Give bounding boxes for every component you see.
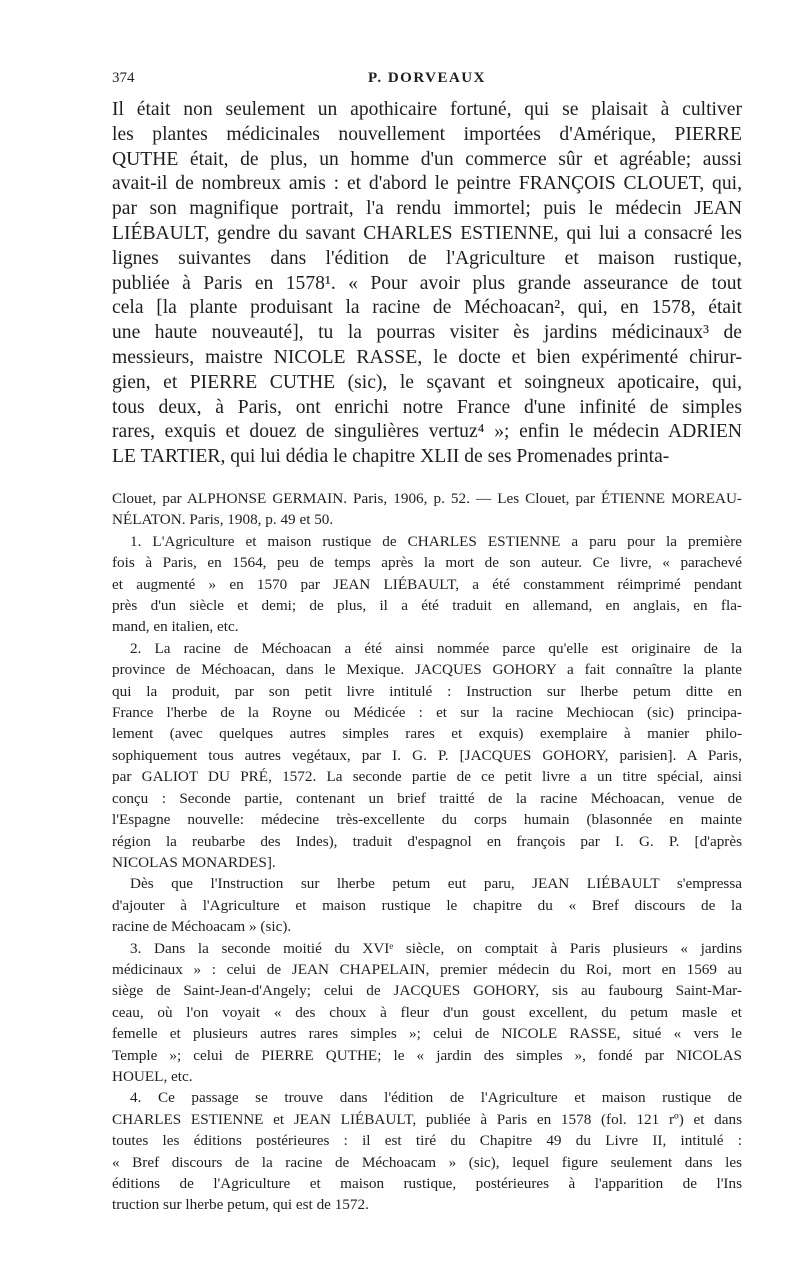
footnote-line: éditions de l'Agriculture et maison rustique, postérieures à l'apparition de l'Ins: [112, 1175, 742, 1192]
text-line: lignes suivantes dans l'édition de l'Agriculture et maison rustique,: [112, 247, 742, 269]
footnote-line: médicinaux » : celui de JEAN CHAPELAIN, premier médecin du Roi, mort en 1569 au: [112, 960, 742, 978]
footnote-line: mand, en italien, etc.: [112, 618, 239, 636]
footnote-line: lement (avec quelques autres simples rares et exquis) exemplaire à manier philo-: [112, 725, 742, 743]
footnote-line: et augmenté » en 1570 par JEAN LIÉBAULT, a été constamment réimprimé pendant: [112, 575, 742, 593]
footnote-line: près d'un siècle et demi; de plus, il a été traduit en allemand, en anglais, en fla-: [112, 597, 742, 615]
footnote-line: siège de Saint-Jean-d'Angely; celui de JACQUES GOHORY, sis au faubourg Saint-Mar-: [112, 982, 742, 1000]
footnote-line: fois à Paris, en 1564, peu de temps après la mort de son auteur. Ce livre, « parachevé: [112, 554, 742, 572]
footnote-1: 1. L'Agriculture et maison rustique de CHARLES ESTIENNE a paru pour la première: [130, 532, 742, 550]
footnote-line: racine de Méchoacam » (sic).: [112, 918, 292, 936]
text-line: Il était non seulement un apothicaire fortuné, qui se plaisait à cultiver: [112, 99, 742, 120]
footnote-line: « Bref discours de la racine de Méchoacam » (sic), lequel figure seulement dans les: [112, 1153, 742, 1171]
text-line: QUTHE était, de plus, un homme d'un commerce sûr et agréable; aussi: [112, 148, 742, 170]
footnote-line: province de Méchoacan, dans le Mexique. JACQUES GOHORY a fait connaître la plante: [112, 661, 742, 679]
footnote-line: conçu : Seconde partie, contenant un brief traitté de la racine Méchoacan, venue de: [112, 789, 742, 807]
footnote-line: NÉLATON. Paris, 1908, p. 49 et 50.: [112, 511, 334, 529]
footnotes: [112, 488, 742, 1216]
footnote-line: Clouet, par ALPHONSE GERMAIN. Paris, 1906, p. 52. — Les Clouet, par ÉTIENNE MOREAU-: [112, 490, 742, 507]
footnote-line: par GALIOT DU PRÉ, 1572. La seconde partie de ce petit livre a un titre spécial, ainsi: [112, 768, 742, 786]
footnote-line: NICOLAS MONARDES].: [112, 853, 276, 871]
text-line: les plantes médicinales nouvellement importées d'Amérique, PIERRE: [112, 123, 742, 145]
footnote-line: femelle et plusieurs autres rares simples »; celui de NICOLE RASSE, situé « vers le: [112, 1025, 742, 1043]
text-line: cela [la plante produisant la racine de Méchoacan², qui, en 1578, était: [112, 297, 742, 319]
text-line: avait-il de nombreux amis : et d'abord le peintre FRANÇOIS CLOUET, qui,: [112, 173, 742, 195]
text-line: rares, exquis et douez de singulières vertuz⁴ »; enfin le médecin ADRIEN: [112, 421, 742, 443]
text-line: gien, et PIERRE CUTHE (sic), le sçavant et soingneux apoticaire, qui,: [112, 371, 742, 393]
footnote-line: Dès que l'Instruction sur lherbe petum eut paru, JEAN LIÉBAULT s'empressa: [130, 875, 742, 893]
footnote-line: HOUEL, etc.: [112, 1067, 193, 1085]
footnote-line: CHARLES ESTIENNE et JEAN LIÉBAULT, publiée à Paris en 1578 (fol. 121 rº) et dans: [112, 1110, 742, 1128]
page-number: 374: [112, 70, 135, 86]
footnote-4: 4. Ce passage se trouve dans l'édition de l'Agriculture et maison rustique de: [130, 1089, 742, 1107]
footnote-line: d'ajouter à l'Agriculture et maison rustique le chapitre du « Bref discours de la: [112, 896, 742, 914]
text-line: messieurs, maistre NICOLE RASSE, le docte et bien expérimenté chirur-: [112, 346, 742, 368]
running-title: P. DORVEAUX: [368, 70, 486, 86]
footnote-line: qui la produit, par son petit livre intitulé : Instruction sur lherbe petum ditte en: [112, 682, 742, 700]
footnote-line: truction sur lherbe petum, qui est de 1572.: [112, 1196, 369, 1214]
footnote-line: région la reubarbe des Indes), traduit d'espagnol en françois par I. G. P. [d'après: [112, 832, 742, 850]
footnote-2: 2. La racine de Méchoacan a été ainsi nommée parce qu'elle est originaire de la: [130, 639, 742, 657]
running-head: [112, 70, 742, 92]
footnote-line: ceau, où l'on voyait « des choux à fleur d'un goust excellent, du petum masle et: [112, 1003, 742, 1021]
footnote-line: sophiquement tous autres vegétaux, par I. G. P. [JACQUES GOHORY, parisien]. A Paris,: [112, 746, 742, 764]
footnote-3: 3. Dans la seconde moitié du XVIᵉ siècle, on comptait à Paris plusieurs « jardins: [130, 939, 742, 957]
main-text: [112, 98, 742, 470]
text-line: LE TARTIER, qui lui dédia le chapitre XLII de ses Promenades printa-: [112, 446, 670, 468]
text-line: par son magnifique portrait, l'a rendu immortel; puis le médecin JEAN: [112, 198, 742, 220]
text-line: publiée à Paris en 1578¹. « Pour avoir plus grande asseurance de tout: [112, 272, 742, 294]
footnote-line: l'Espagne nouvelle: médecine très-excellente du corps humain (blasonnée en mainte: [112, 811, 742, 829]
text-line: tous deux, à Paris, ont enrichi notre France d'une infinité de simples: [112, 396, 742, 418]
footnote-line: toutes les éditions postérieures : il est tiré du Chapitre 49 du Livre II, intitulé :: [112, 1132, 742, 1150]
footnote-line: Temple »; celui de PIERRE QUTHE; le « jardin des simples », fondé par NICOLAS: [112, 1046, 742, 1064]
text-line: LIÉBAULT, gendre du savant CHARLES ESTIENNE, qui lui a consacré les: [112, 222, 742, 244]
text-line: une haute nouveauté], tu la pourras visiter ès jardins médicinaux³ de: [112, 322, 742, 344]
footnote-line: France l'herbe de la Royne ou Médicée : et sur la racine Mechiocan (sic) principa-: [112, 704, 742, 722]
